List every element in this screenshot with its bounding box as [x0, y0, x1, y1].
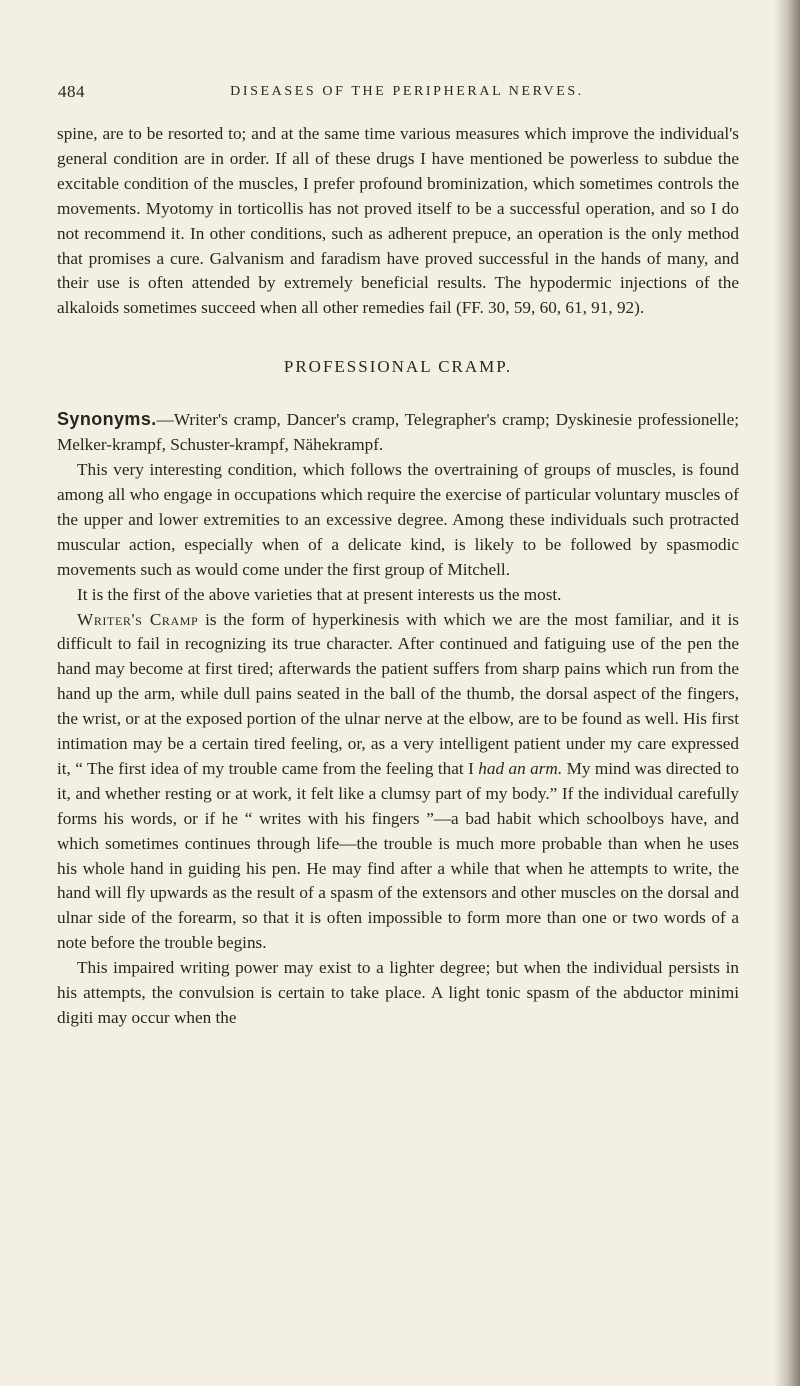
quoted-italic-phrase: had an arm.	[478, 758, 563, 778]
synonyms-label: Synonyms.	[57, 409, 157, 430]
synonyms-paragraph	[57, 407, 739, 458]
paragraph-varieties: It is the first of the above varieties that at present interests us the most.	[77, 584, 562, 604]
paragraph-continued: spine, are to be resorted to; and at the same time various measures which improve the individual's general condition are in order. If all of these drugs I have mentioned be powerless to subdue the excitable condition of the muscles, I prefer profound brominization, which sometimes controls the movements. Myotomy in torticollis has not proved itself to be a successful operation, and so I do not recommend it. In other conditions, such as adherent prepuce, an operation is the only method that promises a cure. Galvanism and faradism have proved successful in the hands of many, and their use is often attended by extremely beneficial results. The hypodermic injections of the alkaloids sometimes succeed when all other remedies fail (FF. 30, 59, 60, 61, 91, 92).	[57, 124, 739, 318]
page-header	[58, 82, 738, 106]
page-edge-shadow	[774, 0, 800, 1386]
section-title: PROFESSIONAL CRAMP.	[283, 357, 513, 377]
page-number: 484	[58, 82, 85, 101]
paragraph-impaired-writing: This impaired writing power may exist to a lighter degree; but when the individual persists in his attempts, the convulsion is certain to take place. A light tonic spasm of the abductor minimi digiti may occur when the	[57, 958, 739, 1027]
paragraph-writers-cramp	[57, 608, 739, 957]
writers-cramp-text-a: is the form of hyperkinesis with which we are the most familiar, and it is difficult to fail in recognizing its true character. After continued and fatiguing use of the pen the hand may become at first tired; afterwards the patient suffers from sharp pains which run from the hand up the arm, while dull pains seated in the ball of the thumb, the dorsal aspect of the fingers, the wrist, or at the exposed portion of the ulnar nerve at the elbow, are to be found as well. His first intimation may be a certain tired feeling, or, as a very intelligent patient under my care expressed it, “ The first idea of my trouble came from the feeling that I	[57, 609, 739, 778]
writers-cramp-text-b: My mind was directed to it, and whether resting or at work, it felt like a clumsy part of my body.” If the individual carefully forms his words, or if he “ writes with his fingers ”—a bad habit which schoolboys have, and which sometimes continues through life—the trouble is much more probable than when he uses his whole hand in guiding his pen. He may find after a while that when he attempts to write, the hand will fly upwards as the result of a spasm of the extensors and other muscles on the dorsal and ulnar side of the forearm, so that it is often impossible to form more than one or two words of a note before the trouble begins.	[57, 758, 740, 953]
writers-cramp-term: Writer's Cramp	[77, 609, 199, 629]
synonyms-text: —Writer's cramp, Dancer's cramp, Telegrapher's cramp; Dyskinesie professionelle; Melker-krampf, Schuster-krampf, Nähekrampf.	[57, 410, 739, 455]
page-body	[57, 122, 739, 1031]
running-head: DISEASES OF THE PERIPHERAL NERVES.	[230, 84, 584, 99]
paragraph-intro: This very interesting condition, which follows the overtraining of groups of muscles, is found among all who engage in occupations which require the exercise of particular voluntary muscles of the upper and lower extremities to an excessive degree. Among these individuals such protracted muscular action, especially when of a delicate kind, is likely to be followed by spasmodic movements such as would come under the first group of Mitchell.	[57, 460, 739, 579]
